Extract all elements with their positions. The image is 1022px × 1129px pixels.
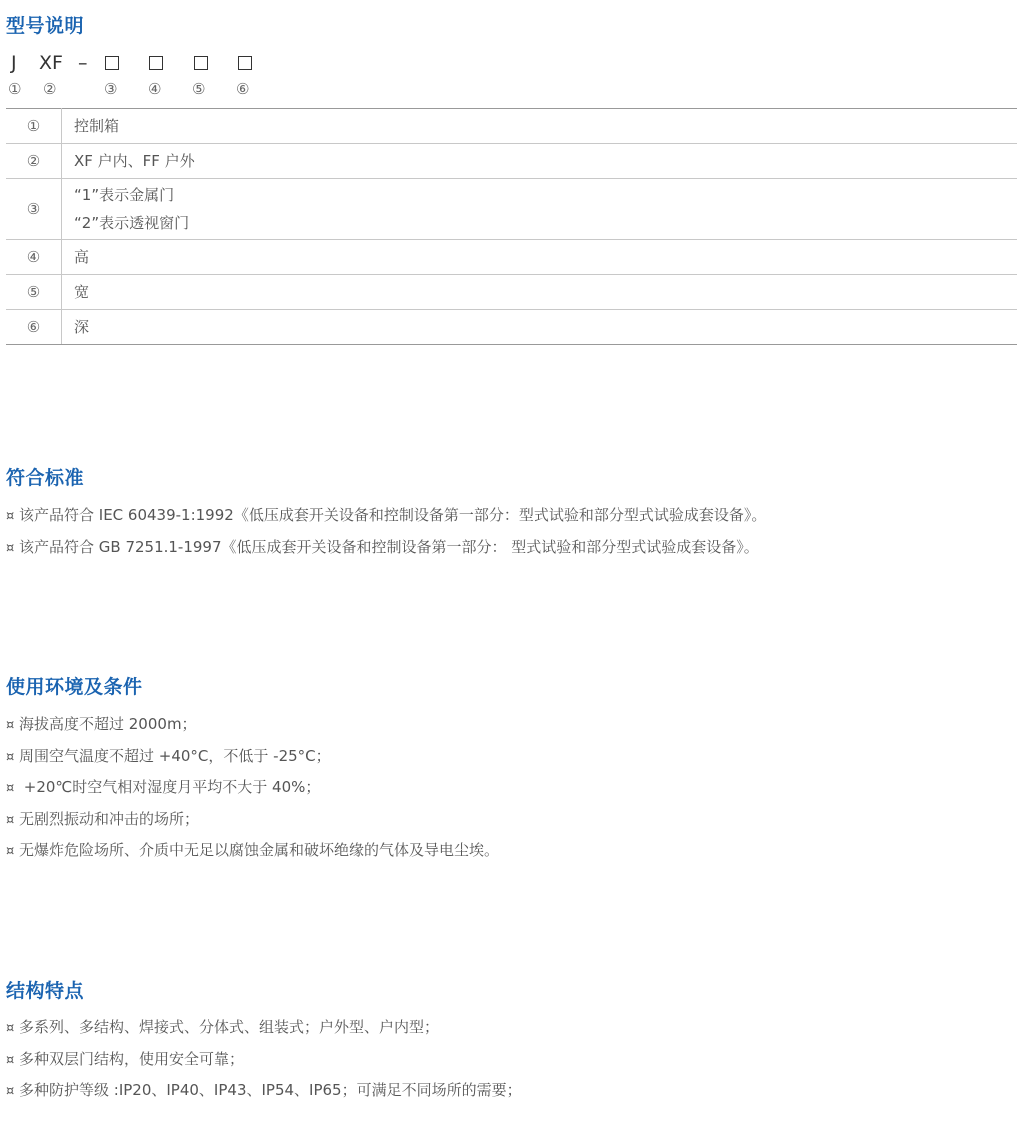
list-item-text: +20℃时空气相对湿度月平均不大于 40%； xyxy=(19,778,321,796)
features-list xyxy=(6,1012,522,1107)
table-row xyxy=(6,310,1017,345)
table-row xyxy=(6,240,1017,275)
standards-list xyxy=(6,500,766,563)
list-item xyxy=(6,772,499,804)
list-item xyxy=(6,804,499,836)
table-row xyxy=(6,109,1017,144)
list-item xyxy=(6,1044,522,1076)
features-section-title: 结构特点 xyxy=(6,980,85,1002)
code-number-1: ① xyxy=(8,80,22,98)
code-box-4 xyxy=(149,56,163,70)
list-item xyxy=(6,1075,522,1107)
environment-section-title: 使用环境及条件 xyxy=(6,676,143,698)
table-row-index: ① xyxy=(6,109,62,144)
table-row-desc-line: “2”表示透视窗门 xyxy=(74,214,190,232)
code-number-6: ⑥ xyxy=(236,80,250,98)
standards-section-title: 符合标准 xyxy=(6,467,85,489)
code-number-3: ③ xyxy=(104,80,118,98)
code-box-5 xyxy=(194,56,208,70)
bullet-icon: ¤ xyxy=(6,718,15,733)
table-row-desc: XF 户内、FF 户外 xyxy=(62,144,1018,179)
code-number-5: ⑤ xyxy=(192,80,206,98)
bullet-icon: ¤ xyxy=(6,812,15,828)
table-row-desc: 宽 xyxy=(62,275,1018,310)
code-number-4: ④ xyxy=(148,80,162,98)
table-row-desc: 深 xyxy=(62,310,1018,345)
list-item-text: 该产品符合 GB 7251.1-1997《低压成套开关设备和控制设备第一部分： 型式试验和部分型式试验成套设备》。 xyxy=(19,537,759,556)
code-box-6 xyxy=(238,56,252,70)
list-item xyxy=(6,835,499,867)
code-j: J xyxy=(11,52,17,74)
model-code xyxy=(8,53,308,77)
list-item-text: 多种防护等级 :IP20、IP40、IP43、IP54、IP65；可满足不同场所的需要； xyxy=(19,1081,522,1099)
list-item-text: 海拔高度不超过 2000m； xyxy=(19,715,197,733)
list-item xyxy=(6,532,766,564)
bullet-icon: ¤ xyxy=(6,1021,15,1036)
code-number-2: ② xyxy=(43,80,57,98)
bullet-icon: ¤ xyxy=(6,509,15,524)
table-row-desc: 控制箱 xyxy=(62,109,1018,144)
list-item-text: 无剧烈振动和冲击的场所； xyxy=(19,809,200,828)
code-xf: XF xyxy=(39,52,63,74)
code-box-3 xyxy=(105,56,119,70)
list-item-text: 无爆炸危险场所、介质中无足以腐蚀金属和破坏绝缘的气体及导电尘埃。 xyxy=(19,841,500,859)
table-row xyxy=(6,275,1017,310)
model-section-title: 型号说明 xyxy=(6,15,85,37)
bullet-icon: ¤ xyxy=(6,749,15,765)
table-row-desc: 高 xyxy=(62,240,1018,275)
list-item-text: 多系列、多结构、焊接式、分体式、组装式；户外型、户内型； xyxy=(19,1018,440,1036)
table-row-desc xyxy=(62,179,1018,240)
bullet-icon: ¤ xyxy=(6,1084,15,1099)
list-item xyxy=(6,741,499,773)
list-item xyxy=(6,1012,522,1044)
table-row xyxy=(6,179,1017,240)
table-row-index: ③ xyxy=(6,179,62,240)
model-code-numbers xyxy=(8,80,308,100)
list-item-text: 该产品符合 IEC 60439-1:1992《低压成套开关设备和控制设备第一部分：型式试验和部分型式试验成套设备》。 xyxy=(19,506,767,524)
code-dash: – xyxy=(78,52,88,74)
model-spec-table xyxy=(6,108,1017,345)
table-row xyxy=(6,144,1017,179)
list-item-text: 周围空气温度不超过 +40°C，不低于 -25°C； xyxy=(19,746,331,765)
table-row-index: ⑥ xyxy=(6,310,62,345)
list-item xyxy=(6,709,499,741)
bullet-icon: ¤ xyxy=(6,540,15,556)
table-row-index: ② xyxy=(6,144,62,179)
table-row-index: ④ xyxy=(6,240,62,275)
bullet-icon: ¤ xyxy=(6,844,15,859)
table-row-desc-line: “1”表示金属门 xyxy=(74,186,175,204)
bullet-icon: ¤ xyxy=(6,1052,15,1068)
environment-list xyxy=(6,709,499,867)
list-item-text: 多种双层门结构，使用安全可靠； xyxy=(19,1049,245,1068)
list-item xyxy=(6,500,766,532)
table-row-index: ⑤ xyxy=(6,275,62,310)
bullet-icon: ¤ xyxy=(6,781,15,796)
